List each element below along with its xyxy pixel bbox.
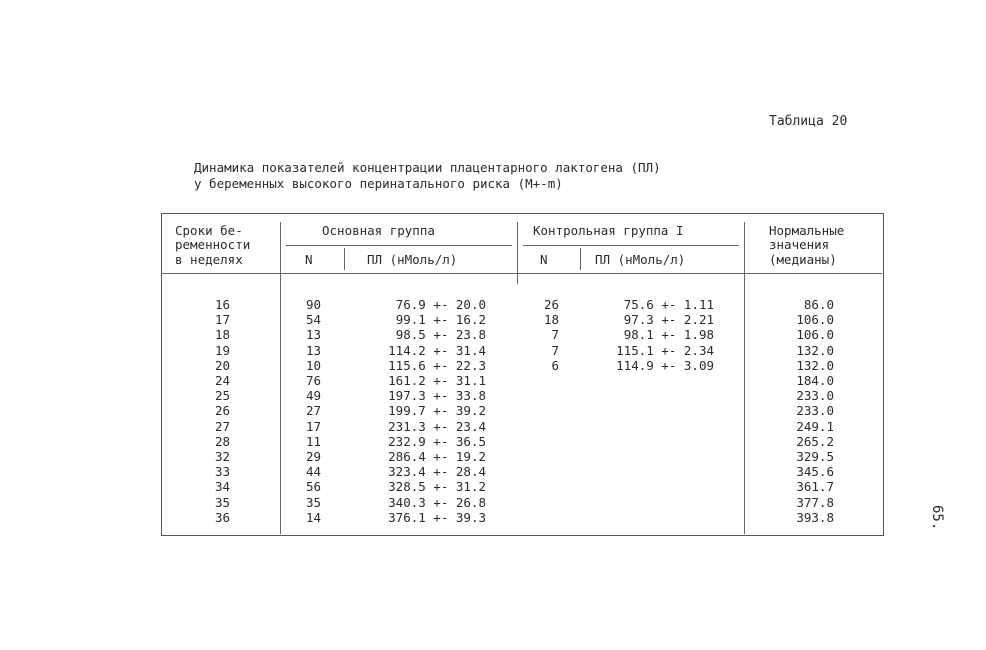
cell-normal: 132.0 xyxy=(796,357,834,373)
table-title-line-1: Динамика показателей концентрации плацентарного лактогена (ПЛ) xyxy=(194,160,661,175)
cell-main-n: 13 xyxy=(305,327,321,343)
column-divider xyxy=(344,248,345,270)
column-divider xyxy=(580,248,581,270)
cell-main-n: 29 xyxy=(305,449,321,464)
cell-main-n: 49 xyxy=(305,388,321,404)
table-row xyxy=(162,464,882,479)
cell-week: 19 xyxy=(214,342,230,358)
column-divider xyxy=(517,222,518,284)
cell-main-n: 56 xyxy=(305,479,321,495)
header-control-n: N xyxy=(540,252,548,267)
cell-main-pl: 76.9 +- 20.0 xyxy=(395,297,486,312)
cell-main-pl: 197.3 +- 33.8 xyxy=(388,388,486,404)
cell-week: 17 xyxy=(214,312,230,328)
cell-main-n: 11 xyxy=(305,433,321,449)
cell-week: 32 xyxy=(214,449,230,464)
header-control-group: Контрольная группа I xyxy=(533,223,684,238)
cell-control-n: 26 xyxy=(543,297,559,312)
cell-week: 18 xyxy=(214,327,230,343)
cell-week: 26 xyxy=(214,403,230,419)
cell-week: 27 xyxy=(214,418,230,434)
cell-normal: 393.8 xyxy=(796,509,834,525)
cell-main-n: 76 xyxy=(305,373,321,388)
table-row xyxy=(162,388,882,403)
cell-normal: 361.7 xyxy=(796,479,834,495)
header-bottom-rule xyxy=(162,273,882,274)
table-row xyxy=(162,434,882,449)
cell-main-pl: 99.1 +- 16.2 xyxy=(395,312,486,328)
table-row xyxy=(162,495,882,510)
cell-normal: 329.5 xyxy=(796,449,834,464)
cell-normal: 184.0 xyxy=(796,373,834,388)
cell-control-n: 6 xyxy=(551,357,559,373)
cell-main-n: 27 xyxy=(305,403,321,419)
table-row xyxy=(162,403,882,418)
cell-week: 16 xyxy=(214,297,230,312)
cell-normal: 106.0 xyxy=(796,312,834,328)
cell-control-n: 7 xyxy=(551,327,559,343)
header-normal-2: значения xyxy=(769,237,830,252)
cell-week: 28 xyxy=(214,433,230,449)
cell-main-pl: 98.5 +- 23.8 xyxy=(395,327,486,343)
table-row xyxy=(162,449,882,464)
cell-control-pl: 115.1 +- 2.34 xyxy=(616,342,714,358)
cell-control-pl: 114.9 +- 3.09 xyxy=(616,357,714,373)
table-row xyxy=(162,297,882,312)
table-row xyxy=(162,419,882,434)
cell-normal: 132.0 xyxy=(796,342,834,358)
cell-week: 35 xyxy=(214,494,230,510)
cell-main-pl: 231.3 +- 23.4 xyxy=(388,418,486,434)
cell-main-n: 44 xyxy=(305,464,321,480)
header-main-n: N xyxy=(305,252,313,267)
cell-normal: 233.0 xyxy=(796,388,834,404)
cell-week: 20 xyxy=(214,357,230,373)
cell-normal: 377.8 xyxy=(796,494,834,510)
table-row xyxy=(162,510,882,525)
cell-main-pl: 340.3 +- 26.8 xyxy=(388,494,486,510)
cell-normal: 106.0 xyxy=(796,327,834,343)
header-normal-1: Нормальные xyxy=(769,223,845,238)
cell-week: 24 xyxy=(214,373,230,388)
cell-main-n: 54 xyxy=(305,312,321,328)
header-weeks-2: ременности xyxy=(175,237,251,252)
cell-main-pl: 199.7 +- 39.2 xyxy=(388,403,486,419)
header-main-group: Основная группа xyxy=(322,223,435,238)
cell-main-pl: 286.4 +- 19.2 xyxy=(388,449,486,464)
table-label: Таблица 20 xyxy=(769,114,848,129)
cell-main-pl: 328.5 +- 31.2 xyxy=(388,479,486,495)
cell-week: 25 xyxy=(214,388,230,404)
table-row xyxy=(162,479,882,494)
cell-control-pl: 97.3 +- 2.21 xyxy=(623,312,714,328)
table-row xyxy=(162,358,882,373)
table-row xyxy=(162,343,882,358)
subheader-rule-main xyxy=(286,245,512,246)
cell-normal: 249.1 xyxy=(796,418,834,434)
subheader-rule-control xyxy=(523,245,739,246)
cell-main-n: 35 xyxy=(305,494,321,510)
cell-main-n: 13 xyxy=(305,342,321,358)
table-row xyxy=(162,312,882,327)
cell-main-n: 14 xyxy=(305,509,321,525)
cell-control-n: 18 xyxy=(543,312,559,328)
cell-control-n: 7 xyxy=(551,342,559,358)
cell-main-n: 90 xyxy=(305,297,321,312)
cell-main-n: 10 xyxy=(305,357,321,373)
cell-main-pl: 161.2 +- 31.1 xyxy=(388,373,486,388)
data-table xyxy=(161,213,884,536)
cell-control-pl: 75.6 +- 1.11 xyxy=(623,297,714,312)
header-weeks-1: Сроки бе- xyxy=(175,223,243,238)
cell-normal: 86.0 xyxy=(803,297,834,312)
page-number: 65. xyxy=(929,505,945,531)
cell-week: 34 xyxy=(214,479,230,495)
cell-main-pl: 114.2 +- 31.4 xyxy=(388,342,486,358)
cell-main-pl: 376.1 +- 39.3 xyxy=(388,509,486,525)
cell-week: 33 xyxy=(214,464,230,480)
header-control-pl: ПЛ (нМоль/л) xyxy=(595,252,686,267)
cell-main-pl: 115.6 +- 22.3 xyxy=(388,357,486,373)
header-normal-3: (медианы) xyxy=(769,252,837,267)
cell-week: 36 xyxy=(214,509,230,525)
cell-control-pl: 98.1 +- 1.98 xyxy=(623,327,714,343)
cell-main-n: 17 xyxy=(305,418,321,434)
cell-main-pl: 232.9 +- 36.5 xyxy=(388,433,486,449)
cell-main-pl: 323.4 +- 28.4 xyxy=(388,464,486,480)
cell-normal: 233.0 xyxy=(796,403,834,419)
table-title-line-2: у беременных высокого перинатального риска (M+-m) xyxy=(194,176,563,191)
header-weeks-3: в неделях xyxy=(175,252,243,267)
table-row xyxy=(162,373,882,388)
header-main-pl: ПЛ (нМоль/л) xyxy=(367,252,458,267)
cell-normal: 345.6 xyxy=(796,464,834,480)
table-row xyxy=(162,327,882,342)
cell-normal: 265.2 xyxy=(796,433,834,449)
